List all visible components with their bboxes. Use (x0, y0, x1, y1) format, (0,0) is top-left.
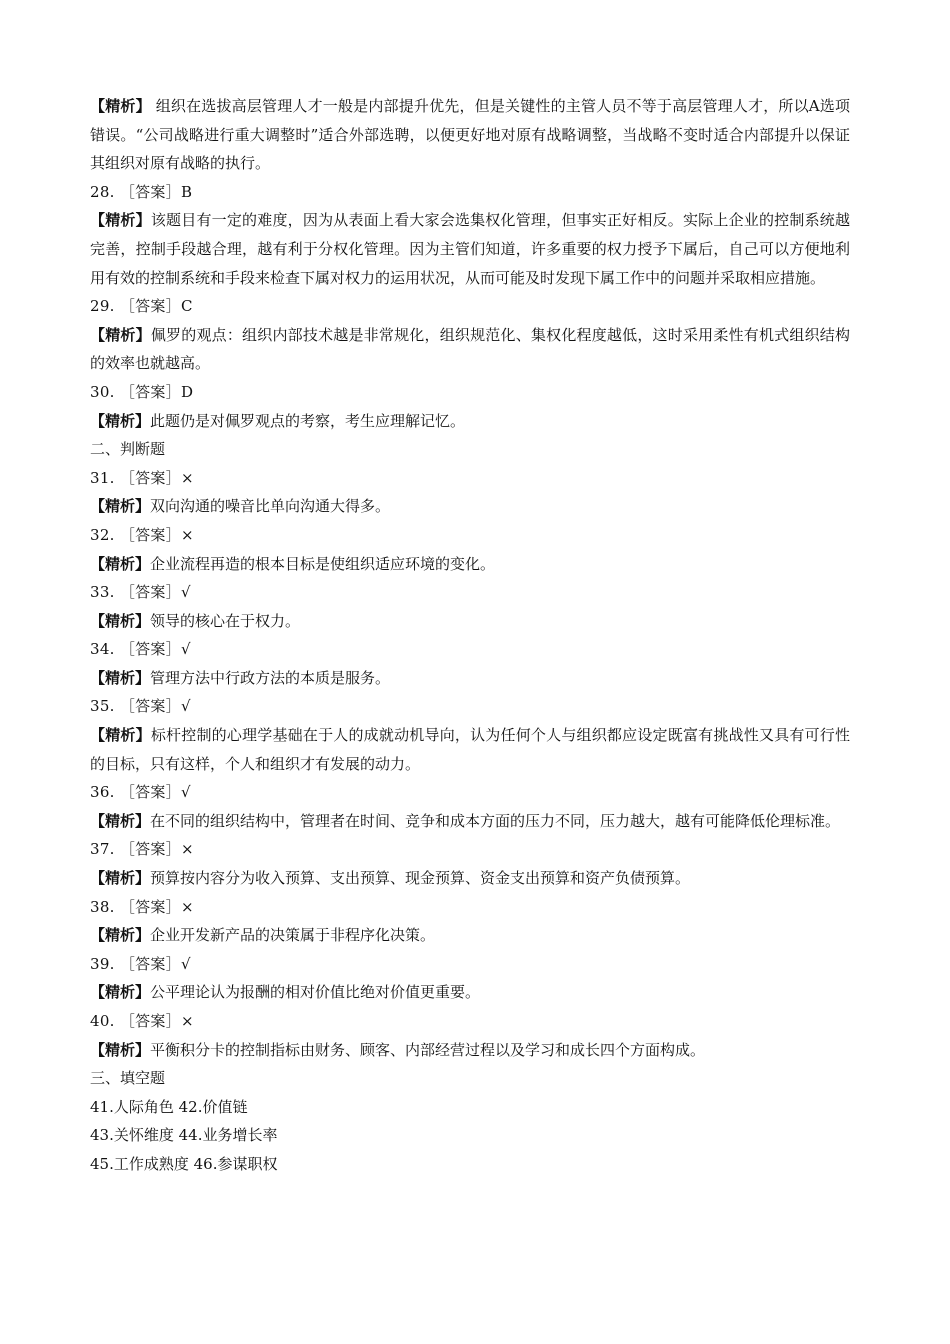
section-heading: 二、判断题 (90, 440, 166, 459)
answer-line: 40. ［答案］× (90, 1012, 194, 1030)
analysis-tag: 【精析】 (90, 869, 151, 888)
analysis-paragraph (90, 550, 850, 579)
analysis-tag: 【精析】 (90, 325, 151, 344)
answer-line: 29. ［答案］C (90, 297, 193, 316)
analysis-tag: 【精析】 (90, 726, 151, 745)
analysis-paragraph (90, 407, 850, 436)
answer-line: 32. ［答案］× (90, 525, 194, 544)
analysis-text: 组织在选拔高层管理人才一般是内部提升优先，但是关键性的主管人员不等于高层管理人才，所以A选项错误。“公司战略进行重大调整时”适合外部选聘，以便更好地对原有战略调整，当战略不变时适合内部提升以保证其组织对原有战略的执行。 (90, 97, 850, 173)
analysis-paragraph (90, 321, 850, 378)
analysis-paragraph (90, 607, 850, 636)
analysis-paragraph (90, 864, 850, 893)
answer-line: 33. ［答案］√ (90, 583, 191, 602)
analysis-tag: 【精析】 (90, 983, 151, 1002)
analysis-tag: 【精析】 (90, 926, 151, 945)
analysis-text: 企业开发新产品的决策属于非程序化决策。 (150, 926, 436, 945)
analysis-paragraph (90, 492, 850, 521)
analysis-tag: 【精析】 (90, 211, 151, 230)
analysis-paragraph (90, 807, 850, 836)
analysis-text: 此题仍是对佩罗观点的考察，考生应理解记忆。 (150, 411, 466, 430)
analysis-tag: 【精析】 (90, 1040, 151, 1059)
analysis-text: 佩罗的观点：组织内部技术越是非常规化，组织规范化、集权化程度越低，这时采用柔性有机式组织结构的效率也就越高。 (90, 325, 850, 373)
answer-line: 37. ［答案］× (90, 840, 194, 859)
fill-answer-line: 43.关怀维度 44.业务增长率 (90, 1126, 278, 1145)
analysis-tag: 【精析】 (90, 497, 151, 516)
analysis-paragraph (90, 978, 850, 1007)
analysis-text: 管理方法中行政方法的本质是服务。 (150, 668, 391, 687)
answer-line: 38. ［答案］× (90, 897, 194, 916)
analysis-tag: 【精析】 (90, 668, 151, 687)
analysis-tag: 【精析】 (90, 611, 151, 630)
fill-answer-line: 41.人际角色 42.价值链 (90, 1097, 248, 1116)
analysis-text: 预算按内容分为收入预算、支出预算、现金预算、资金支出预算和资产负债预算。 (150, 869, 691, 888)
analysis-paragraph (90, 1036, 850, 1065)
analysis-paragraph (90, 206, 850, 292)
answer-line: 30. ［答案］D (90, 382, 194, 401)
analysis-text: 该题目有一定的难度，因为从表面上看大家会选集权化管理，但事实正好相反。实际上企业的控制系统越完善，控制手段越合理，越有利于分权化管理。因为主管们知道，许多重要的权力授予下属后，自己可以方便地利用有效的控制系统和手段来检查下属对权力的运用状况，从而可能及时发现下属工作中的问题并采取相应措施。 (90, 211, 850, 287)
analysis-text: 在不同的组织结构中，管理者在时间、竞争和成本方面的压力不同，压力越大，越有可能降低伦理标准。 (150, 811, 841, 830)
analysis-text: 企业流程再造的根本目标是使组织适应环境的变化。 (150, 554, 496, 573)
analysis-text: 平衡积分卡的控制指标由财务、顾客、内部经营过程以及学习和成长四个方面构成。 (150, 1040, 706, 1059)
analysis-paragraph (90, 664, 850, 693)
analysis-text: 领导的核心在于权力。 (150, 611, 301, 630)
fill-answer-line: 45.工作成熟度 46.参谋职权 (90, 1154, 278, 1173)
analysis-tag: 【精析】 (90, 97, 151, 115)
section-heading: 三、填空题 (90, 1069, 166, 1088)
analysis-text: 标杆控制的心理学基础在于人的成就动机导向，认为任何个人与组织都应设定既富有挑战性又具有可行性的目标，只有这样，个人和组织才有发展的动力。 (90, 726, 850, 773)
answer-line: 28. ［答案］B (90, 182, 193, 201)
document-page (90, 92, 850, 1179)
answer-line: 35. ［答案］√ (90, 697, 191, 716)
analysis-tag: 【精析】 (90, 411, 151, 430)
analysis-paragraph (90, 721, 850, 778)
answer-line: 36. ［答案］√ (90, 783, 191, 802)
analysis-tag: 【精析】 (90, 554, 151, 573)
analysis-tag: 【精析】 (90, 811, 151, 830)
analysis-paragraph (90, 921, 850, 950)
analysis-text: 公平理论认为报酬的相对价值比绝对价值更重要。 (150, 983, 481, 1002)
analysis-paragraph (90, 92, 850, 178)
answer-line: 31. ［答案］× (90, 468, 194, 487)
answer-line: 34. ［答案］√ (90, 640, 191, 659)
analysis-text: 双向沟通的噪音比单向沟通大得多。 (150, 497, 391, 516)
answer-line: 39. ［答案］√ (90, 954, 191, 973)
